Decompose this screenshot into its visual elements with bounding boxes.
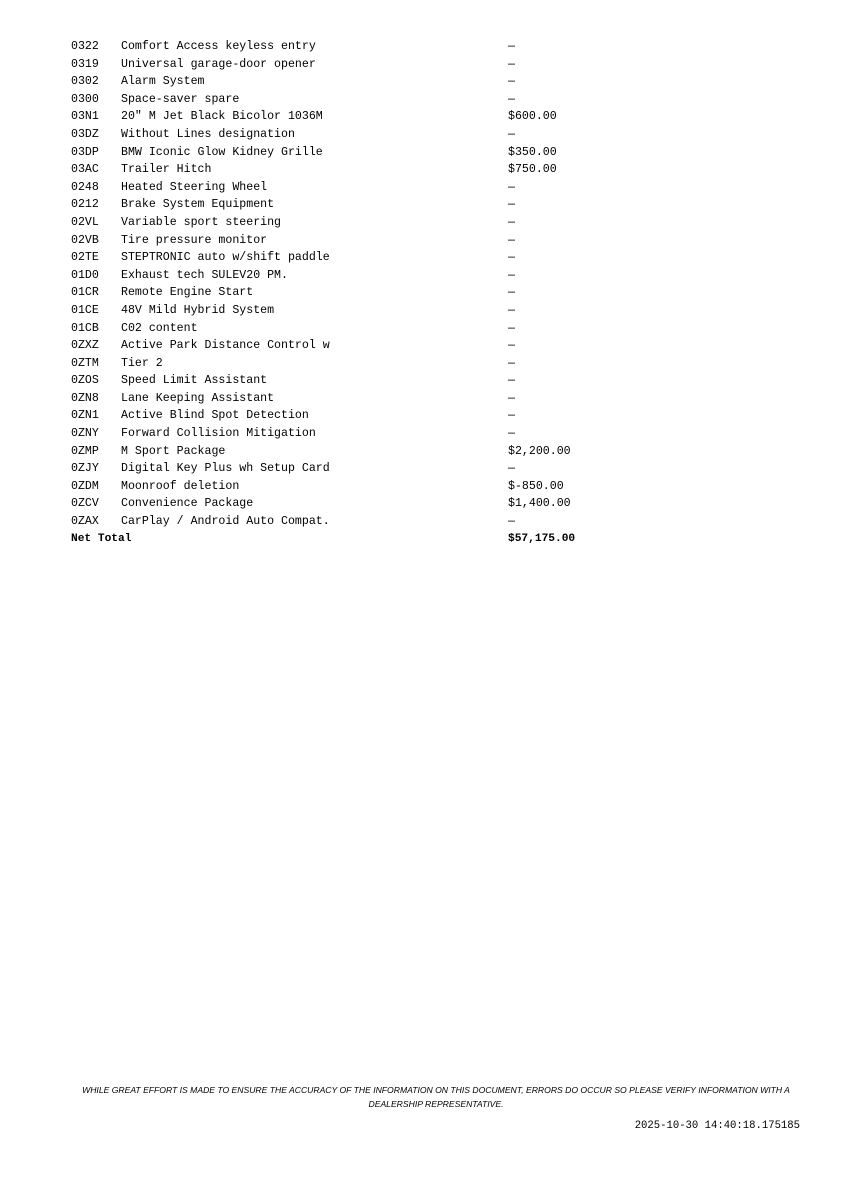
option-price: — — [508, 268, 515, 282]
option-description: Remote Engine Start — [121, 286, 254, 300]
option-code: 02VL — [71, 215, 99, 229]
option-price: — — [508, 391, 515, 405]
option-description: CarPlay / Android Auto Compat. — [121, 515, 330, 529]
net-total-row — [71, 531, 671, 549]
option-price: — — [508, 303, 515, 317]
option-row — [71, 249, 671, 267]
option-price: — — [508, 374, 515, 388]
option-description: Variable sport steering — [121, 215, 282, 229]
option-row — [71, 390, 671, 408]
option-price: — — [508, 127, 515, 141]
option-code: 0319 — [71, 57, 99, 71]
option-row — [71, 232, 671, 250]
option-code: 0ZN1 — [71, 409, 99, 423]
net-total-value: $57,175.00 — [508, 532, 576, 545]
option-description: Active Blind Spot Detection — [121, 409, 309, 423]
option-description: Comfort Access keyless entry — [121, 40, 316, 53]
option-price: — — [508, 515, 515, 529]
option-price: — — [508, 75, 515, 89]
option-code: 0302 — [71, 75, 99, 89]
option-price: — — [508, 286, 515, 300]
option-description: Alarm System — [121, 75, 205, 89]
option-row — [71, 355, 671, 373]
option-description: Forward Collision Mitigation — [121, 427, 316, 441]
option-description: Active Park Distance Control w — [121, 339, 330, 353]
option-row — [71, 372, 671, 390]
option-row — [71, 320, 671, 338]
option-price: $-850.00 — [508, 479, 564, 493]
option-description: Speed Limit Assistant — [121, 374, 268, 388]
option-price: — — [508, 356, 515, 370]
option-price: $600.00 — [508, 110, 557, 124]
option-code: 01D0 — [71, 268, 99, 282]
option-code: 0300 — [71, 92, 99, 106]
option-description: Brake System Equipment — [121, 198, 275, 212]
option-description: Tier 2 — [121, 356, 163, 370]
option-description: STEPTRONIC auto w/shift paddle — [121, 251, 330, 265]
option-description: Exhaust tech SULEV20 PM. — [121, 268, 288, 282]
option-row — [71, 337, 671, 355]
option-price: — — [508, 198, 515, 212]
option-row — [71, 425, 671, 443]
option-row — [71, 126, 671, 144]
option-description: 48V Mild Hybrid System — [121, 303, 275, 317]
option-description: Trailer Hitch — [121, 163, 212, 177]
option-price: — — [508, 427, 515, 441]
option-code: 03DP — [71, 145, 99, 159]
option-row — [71, 443, 671, 461]
option-row — [71, 161, 671, 179]
option-price: — — [508, 321, 515, 335]
option-row — [71, 513, 671, 531]
option-description: Heated Steering Wheel — [121, 180, 268, 194]
option-code: 01CE — [71, 303, 99, 317]
option-code: 0248 — [71, 180, 99, 194]
option-code: 01CB — [71, 321, 99, 335]
option-price: $1,400.00 — [508, 497, 571, 511]
option-code: 0322 — [71, 40, 99, 53]
option-price: — — [508, 40, 515, 53]
option-code: 03N1 — [71, 110, 99, 124]
option-price: $750.00 — [508, 163, 557, 177]
option-price: $350.00 — [508, 145, 557, 159]
option-row — [71, 284, 671, 302]
option-description: M Sport Package — [121, 444, 226, 458]
option-code: 0ZDM — [71, 479, 99, 493]
option-price: — — [508, 180, 515, 194]
option-code: 0ZOS — [71, 374, 99, 388]
option-description: Moonroof deletion — [121, 479, 240, 493]
option-price: — — [508, 251, 515, 265]
option-description: Universal garage-door opener — [121, 57, 316, 71]
option-code: 0212 — [71, 198, 99, 212]
option-price: — — [508, 233, 515, 247]
option-code: 0ZNY — [71, 427, 99, 441]
timestamp: 2025-10-30 14:40:18.175185 — [634, 1120, 800, 1132]
option-row — [71, 56, 671, 74]
option-price: — — [508, 462, 515, 476]
option-code: 02TE — [71, 251, 99, 265]
option-row — [71, 460, 671, 478]
option-code: 0ZAX — [71, 515, 99, 529]
option-description: Tire pressure monitor — [121, 233, 268, 247]
option-price: — — [508, 215, 515, 229]
option-row — [71, 478, 671, 496]
option-code: 0ZTM — [71, 356, 99, 370]
options-table — [71, 38, 671, 548]
option-code: 03DZ — [71, 127, 99, 141]
option-row — [71, 179, 671, 197]
option-description: Space-saver spare — [121, 92, 240, 106]
option-row — [71, 38, 671, 56]
net-total-label: Net Total — [71, 532, 132, 545]
option-row — [71, 73, 671, 91]
option-code: 0ZMP — [71, 444, 99, 458]
option-description: Digital Key Plus wh Setup Card — [121, 462, 330, 476]
option-code: 02VB — [71, 233, 99, 247]
option-price: — — [508, 409, 515, 423]
option-description: 20" M Jet Black Bicolor 1036M — [121, 110, 323, 124]
option-price: $2,200.00 — [508, 444, 571, 458]
option-code: 01CR — [71, 286, 99, 300]
option-code: 0ZCV — [71, 497, 99, 511]
option-row — [71, 407, 671, 425]
option-description: Without Lines designation — [121, 127, 295, 141]
option-row — [71, 144, 671, 162]
option-code: 0ZJY — [71, 462, 99, 476]
option-price: — — [508, 57, 515, 71]
option-price: — — [508, 339, 515, 353]
option-price: — — [508, 92, 515, 106]
option-row — [71, 91, 671, 109]
option-description: BMW Iconic Glow Kidney Grille — [121, 145, 323, 159]
option-code: 03AC — [71, 163, 99, 177]
option-row — [71, 196, 671, 214]
option-description: C02 content — [121, 321, 198, 335]
option-row — [71, 267, 671, 285]
disclaimer-text: WHILE GREAT EFFORT IS MADE TO ENSURE THE ACCURACY OF THE INFORMATION ON THIS DOCUMENT, ERRORS DO OCCUR SO PLEASE VERIFY INFORMATION WITH A DEALERSHIP REPRESENTATIVE. — [82, 1085, 790, 1109]
option-description: Lane Keeping Assistant — [121, 391, 275, 405]
option-row — [71, 495, 671, 513]
option-code: 0ZN8 — [71, 391, 99, 405]
option-code: 0ZXZ — [71, 339, 99, 353]
option-description: Convenience Package — [121, 497, 254, 511]
option-row — [71, 108, 671, 126]
option-row — [71, 214, 671, 232]
option-row — [71, 302, 671, 320]
